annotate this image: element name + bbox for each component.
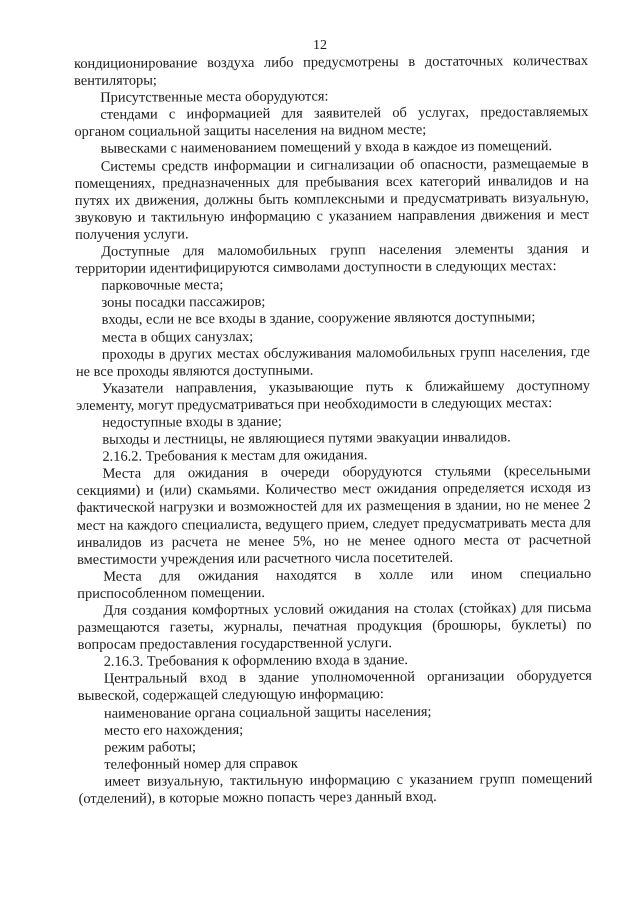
paragraph-6: Доступные для маломобильных групп населения элементы здания и территории идентифицируются символами доступности в следующих местах: <box>75 240 590 278</box>
document-body <box>74 53 593 808</box>
paragraph-17: Места для ожидания находятся в холле или ином специально приспособленном помещении. <box>77 565 592 602</box>
section-heading-2-16-2: 2.16.2. Требования к местам для ожидания. <box>102 447 368 465</box>
paragraph-24: телефонный номер для справок <box>104 755 298 773</box>
paragraph-2: Присутственные места оборудуются: <box>100 88 329 107</box>
paragraph-18: Для создания комфортных условий ожидания на столах (стойках) для письма размещаются газеты, журналы, печатная продукция (брошюры, буклеты) по вопросам предоставления государственной услуги. <box>77 599 592 654</box>
paragraph-21: наименование органа социальной защиты населения; <box>103 703 432 722</box>
paragraph-22: место его нахождения; <box>104 721 244 739</box>
paragraph-20: Центральный вход в здание уполномоченной организации оборудуется вывеской, содержащей следующую информацию: <box>77 668 592 705</box>
paragraph-12: Указатели направления, указывающие путь к ближайшему доступному элементу, могут предусматриваться при необходимости в следующих местах: <box>76 377 591 414</box>
paragraph-14: выходы и лестницы, не являющиеся путями эвакуации инвалидов. <box>102 429 511 448</box>
paragraph-25: имеет визуальную, тактильную информацию с указанием групп помещений (отделений), в которые можно попасть через данный вход. <box>78 770 593 808</box>
paragraph-13: недоступные входы в здание; <box>102 413 282 431</box>
section-heading-2-16-3: 2.16.3. Требования к оформлению входа в здание. <box>103 652 409 671</box>
paragraph-16: Места для ожидания в очереди оборудуются стульями (кресельными секциями) и (или) скамьями. Количество мест ожидания определяется исходя из фактической нагрузки и возможностей для их размещения в здании, но не менее 2 мест на каждого специалиста, ведущего прием, следует предусматривать места для инвалидов из расчета не менее 5%, но не менее одного места от расчетной вместимости учреждения или расчетного числа посетителей. <box>76 463 592 568</box>
paragraph-11: проходы в других местах обслуживания маломобильных групп населения, где не все проходы являются доступными. <box>75 343 590 380</box>
paragraph-8: зоны посадки пассажиров; <box>101 294 266 312</box>
paragraph-1: кондиционирование воздуха либо предусмотрены в достаточных количествах вентиляторы; <box>74 52 589 90</box>
paragraph-4: вывесками с наименованием помещений у входа в каждое из помещений. <box>100 138 553 158</box>
paragraph-23: режим работы; <box>104 739 197 756</box>
paragraph-5: Системы средств информации и сигнализации об опасности, размещаемые в помещениях, предназначенных для пребывания всех категорий инвалидов и на путях их движения, должны быть комплексными и предусматривать визуальную, звуковую и тактильную информацию с указанием направления движения и мест получения услуги. <box>74 155 590 243</box>
paragraph-9: входы, если не все входы в здание, сооружение являются доступными; <box>101 309 536 329</box>
paragraph-3: стендами с информацией для заявителей об услугах, предоставляемых органом социальной защиты населения на видном месте; <box>74 104 589 141</box>
paragraph-10: места в общих санузлах; <box>101 328 254 346</box>
paragraph-7: парковочные места; <box>101 277 224 295</box>
page-number: 12 <box>313 38 327 53</box>
